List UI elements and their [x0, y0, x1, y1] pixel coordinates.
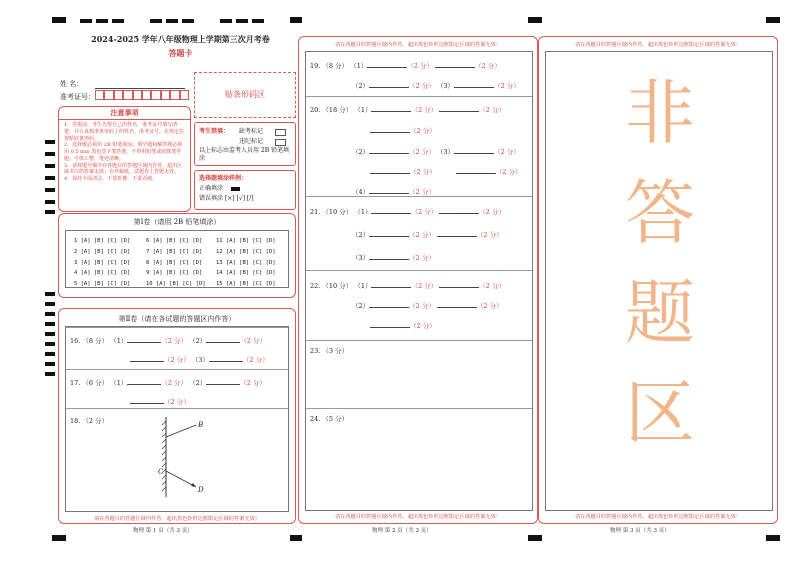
section2-box — [58, 308, 296, 524]
registration-mark — [766, 535, 780, 541]
registration-mark — [528, 535, 542, 541]
exam-ban-box — [194, 122, 296, 166]
q20-line1: 20. （18 分） （1） （2 分） （2 分） — [310, 106, 505, 114]
registration-mark — [45, 312, 55, 316]
q16-line1: 16. （8 分） （1） （2 分） （2） （2 分） — [70, 337, 266, 345]
q22-line2: （2） （2 分） （2 分） — [352, 302, 503, 310]
absent-checkbox[interactable] — [275, 129, 286, 136]
q16-blank[interactable] — [130, 354, 164, 362]
registration-mark — [45, 200, 55, 204]
choice-row[interactable]: 4 [A] [B] [C] [D] — [74, 270, 131, 277]
q22-line3: （2 分） — [370, 320, 436, 330]
page-footer: 物理 第 1 页（共 3 页） — [133, 528, 193, 534]
section1-box — [58, 213, 296, 298]
choice-row[interactable]: 7 [A] [B] [C] [D] — [146, 248, 203, 255]
q21-blank[interactable] — [437, 229, 477, 237]
page-subtitle: 答题卡 — [168, 48, 193, 58]
q16-blank[interactable] — [209, 354, 243, 362]
choice-col-2 — [146, 236, 206, 290]
registration-mark — [45, 352, 55, 356]
q19-line2: （2） （2 分） （3） （2 分） — [352, 82, 520, 90]
area-note: 请在各题目的答题区域内作答，超出黑色矩形边框限定区域的答案无效！ — [93, 516, 260, 522]
q19-blank[interactable] — [367, 60, 407, 68]
choice-row[interactable]: 8 [A] [B] [C] [D] — [146, 259, 203, 266]
registration-mark — [52, 535, 66, 541]
q22-blank[interactable] — [370, 320, 410, 328]
q21-line1: 21. （10 分） （1） （2 分） （2 分） — [310, 208, 505, 216]
q17-blank[interactable] — [206, 377, 240, 385]
registration-mark — [766, 17, 780, 23]
q23-label: 23. （3 分） — [310, 347, 349, 355]
registration-mark — [236, 19, 248, 23]
area-note: 请在各题目的答题区域内作答，超出黑色矩形边框限定区域的答案无效！ — [334, 514, 501, 520]
section1-title: 第Ⅰ卷（请用 2B 铅笔填涂） — [133, 218, 221, 226]
choice-row[interactable]: 2 [A] [B] [C] [D] — [74, 248, 131, 255]
notice-item: 2．选择题必须用 2B 铅笔填涂；填空题和解答题必须用 0.5 mm 黑色签字笔答题，不得用铅笔或圆珠笔答题；字体工整、笔迹清晰。 — [64, 142, 183, 162]
registration-mark — [182, 19, 194, 23]
q21-blank[interactable] — [369, 229, 409, 237]
q17-label: 17. （6 分） — [70, 379, 109, 387]
non-answer-char: 答 — [625, 172, 695, 254]
non-answer-char: 区 — [625, 372, 695, 454]
q17-line2: （2 分） — [130, 396, 190, 406]
area-note: 请在各题目的答题区域内作答，超出黑色矩形边框限定区域的答案无效！ — [574, 42, 741, 48]
choice-row[interactable]: 1 [A] [B] [C] [D] — [74, 238, 131, 244]
fill-example-title: 选择题填涂样例： — [199, 175, 248, 182]
q19-blank[interactable] — [435, 60, 475, 68]
id-field[interactable] — [95, 90, 189, 100]
q22-blank[interactable] — [369, 300, 409, 308]
point-c: C — [158, 468, 164, 476]
notice-item: 3．请按题号顺序在各题目的答题区域内作答，超出区域书写的答案无效；在草稿纸、试题卷上答题无效。 — [64, 162, 183, 176]
registration-mark — [290, 535, 302, 541]
choice-col-1 — [74, 236, 130, 290]
q22-line1: 22. （10 分） （1） （2 分） （2 分） — [310, 282, 505, 290]
choice-row[interactable]: 10 [A] [B] [C] [D] — [146, 281, 206, 288]
page-title: 2024-2025 学年八年级物理上学期第三次月考卷 — [91, 34, 270, 44]
choice-row[interactable]: 9 [A] [B] [C] [D] — [146, 270, 203, 277]
registration-mark — [52, 17, 66, 23]
point-d: D — [198, 486, 204, 494]
q24-label: 24. （5 分） — [310, 415, 349, 423]
notice-item: 4．保持卡面清洁，不要折叠、不要弄破。 — [64, 176, 158, 182]
mirror-diagram[interactable] — [146, 415, 236, 499]
q19-blank[interactable] — [454, 80, 494, 88]
notice-list — [64, 122, 186, 183]
area-note: 请在各题目的答题区域内作答，超出黑色矩形边框限定区域的答案无效！ — [334, 42, 501, 48]
q21-line3: （3） （2 分） — [352, 254, 435, 262]
q19-line1: 19. （8 分） （1） （2 分） （2 分） — [310, 62, 501, 70]
q21-blank[interactable] — [371, 206, 411, 214]
q16-label: 16. （8 分） — [70, 337, 109, 345]
choice-col-3 — [216, 236, 276, 290]
registration-mark — [45, 176, 55, 180]
q20-label: 20. （18 分） — [310, 106, 353, 114]
q20-blank[interactable] — [370, 125, 410, 133]
answer-area-q19-24 — [305, 51, 533, 511]
registration-mark — [80, 19, 92, 23]
registration-mark — [150, 19, 162, 23]
choice-grid — [65, 230, 289, 288]
answer-area-q16-18 — [65, 326, 289, 512]
choice-row[interactable]: 13 [A] [B] [C] [D] — [216, 259, 276, 266]
notice-item: 1．答题前，考生先将自己的姓名，准考证号填写清楚，并认真核准条形码上的姓名、准考证号，在规定位置贴好条形码。 — [64, 122, 185, 142]
registration-mark — [45, 342, 55, 346]
q20-blank[interactable] — [439, 104, 479, 112]
registration-mark — [45, 140, 55, 144]
barcode-label: 贴条形码区 — [225, 90, 265, 99]
registration-mark — [45, 362, 55, 366]
page2-frame — [298, 36, 538, 524]
q20-line4: （2 分） （2 分） — [370, 166, 521, 176]
registration-mark — [290, 17, 302, 23]
section2-title: 第Ⅱ卷（请在各试题的答题区内作答） — [118, 315, 236, 323]
q19-blank[interactable] — [369, 80, 409, 88]
q20-line5: （4） （2 分） — [352, 188, 435, 196]
q23-answer-area[interactable] — [306, 341, 532, 407]
choice-row[interactable]: 5 [A] [B] [C] [D] — [74, 281, 131, 288]
q20-blank[interactable] — [371, 104, 411, 112]
registration-mark — [45, 372, 55, 376]
q18-label: 18. （2 分） — [70, 417, 109, 425]
q21-blank[interactable] — [369, 252, 409, 260]
choice-row[interactable]: 11 [A] [B] [C] [D] — [216, 238, 276, 244]
area-note: 请在各题目的答题区域内作答，超出黑色矩形边框限定区域的答案无效！ — [574, 514, 741, 520]
fill-example-box — [194, 170, 296, 210]
q20-blank[interactable] — [369, 186, 409, 194]
exam-ban-label: 考生禁填： — [199, 128, 230, 135]
q21-blank[interactable] — [439, 206, 479, 214]
fill-correct-sample — [231, 187, 240, 191]
q22-blank[interactable] — [437, 300, 477, 308]
q20-blank[interactable] — [454, 146, 494, 154]
registration-mark — [528, 17, 542, 23]
fill-wrong-label: 错误填涂 [×] [√] [/] — [199, 195, 254, 202]
name-label: 姓 名： — [60, 80, 84, 88]
q21-label: 21. （10 分） — [310, 208, 353, 216]
choice-row[interactable]: 15 [A] [B] [C] [D] — [216, 281, 276, 288]
registration-mark — [45, 188, 55, 192]
fill-correct-label: 正确填涂 — [199, 185, 224, 192]
registration-mark — [45, 302, 55, 306]
registration-mark — [220, 19, 232, 23]
notice-box — [58, 106, 191, 212]
registration-mark — [45, 164, 55, 168]
registration-mark — [45, 322, 55, 326]
q16-blank[interactable] — [127, 335, 161, 343]
page-footer: 物理 第 2 页（共 3 页） — [372, 528, 432, 534]
id-label: 准考证号： — [60, 93, 95, 101]
q19-label: 19. （8 分） — [310, 62, 349, 70]
choice-row[interactable]: 12 [A] [B] [C] [D] — [216, 248, 276, 255]
registration-mark — [45, 210, 55, 214]
registration-mark — [45, 152, 55, 156]
choice-row[interactable]: 3 [A] [B] [C] [D] — [74, 259, 131, 266]
q16-blank[interactable] — [206, 335, 240, 343]
barcode-area — [194, 72, 296, 118]
absent-label: 缺考标记 — [239, 128, 264, 135]
q22-blank[interactable] — [371, 280, 411, 288]
name-field[interactable] — [95, 88, 185, 89]
q22-blank[interactable] — [439, 280, 479, 288]
point-b: B — [198, 421, 204, 429]
q20-blank[interactable] — [456, 166, 496, 174]
choice-row[interactable]: 6 [A] [B] [C] [D] — [146, 238, 203, 244]
registration-mark — [45, 292, 55, 296]
q20-blank[interactable] — [370, 166, 410, 174]
registration-mark — [96, 19, 108, 23]
registration-mark — [166, 19, 178, 23]
registration-mark — [112, 19, 124, 23]
registration-mark — [252, 19, 264, 23]
exam-ban-note: 以上标志由监考人员用 2B 铅笔填涂 — [199, 147, 290, 162]
non-answer-char: 题 — [625, 272, 695, 354]
q17-blank[interactable] — [127, 377, 161, 385]
q21-line2: （2） （2 分） （2 分） — [352, 231, 503, 239]
q20-line3: （2） （2 分） （3） （2 分） — [352, 148, 520, 156]
q22-label: 22. （10 分） — [310, 282, 353, 290]
violation-label: 违纪标记 — [239, 138, 264, 145]
choice-row[interactable]: 14 [A] [B] [C] [D] — [216, 270, 276, 277]
non-answer-char: 非 — [625, 72, 695, 154]
q20-line2: （2 分） — [370, 125, 436, 135]
q17-blank[interactable] — [130, 396, 164, 404]
q17-line1: 17. （6 分） （1） （2 分） （2） （2 分） — [70, 379, 266, 387]
registration-mark — [45, 332, 55, 336]
q16-line2: （2 分） （3） （2 分） — [130, 354, 269, 364]
page-footer: 物理 第 3 页（共 3 页） — [610, 528, 670, 534]
violation-checkbox[interactable] — [275, 139, 286, 146]
notice-title: 注意事项 — [110, 108, 139, 117]
q24-answer-area[interactable] — [306, 409, 532, 511]
q20-blank[interactable] — [369, 146, 409, 154]
